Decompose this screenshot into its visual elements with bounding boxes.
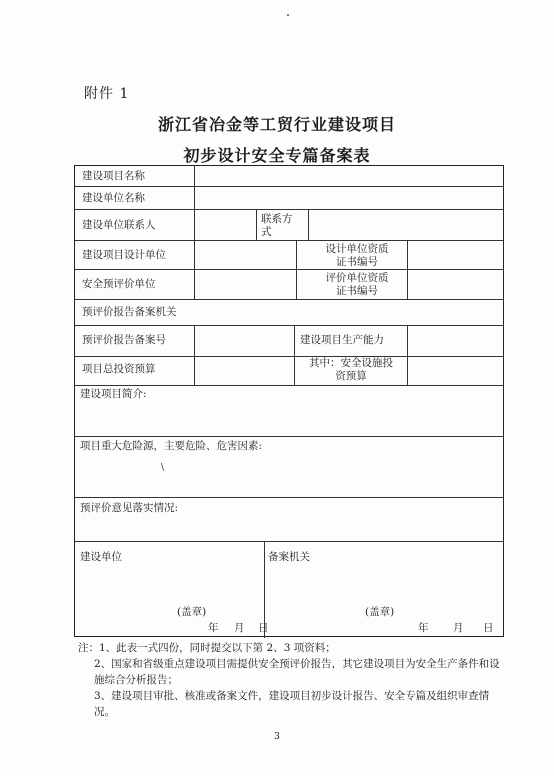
- label-total-budget: 项目总投资预算: [82, 363, 156, 375]
- form-title-line1: 浙江省冶金等工贸行业建设项目: [157, 115, 396, 134]
- label-project-name: 建设项目名称: [82, 170, 145, 182]
- label-contact-method: 联系方式: [261, 213, 293, 238]
- label-hazards: 项目重大危险源，主要危险、危害因素:: [80, 440, 263, 452]
- label-eval-filing-org: 预评价报告备案机关: [82, 306, 177, 318]
- date-month-right: 月: [453, 622, 464, 634]
- label-filing-org-sign: 备案机关: [268, 551, 310, 563]
- label-design-unit: 建设项目设计单位: [82, 249, 166, 261]
- label-pre-eval-unit: 安全预评价单位: [82, 278, 156, 290]
- note-3: 3、建设项目审批、核准或备案文件，建设项目初步设计报告、安全专篇及组织审查情况。: [94, 690, 490, 718]
- note-1: 注：1、此表一式四份，同时提交以下第 2、3 项资料；: [78, 642, 336, 654]
- label-design-cert: 设计单位资质证书编号: [325, 243, 389, 268]
- label-eval-filing-no: 预评价报告备案号: [82, 334, 166, 346]
- label-capacity: 建设项目生产能力: [300, 334, 384, 346]
- note-2: 2、国家和省级重点建设项目需提供安全预评价报告，其它建设项目为安全生产条件和设施综合分析报告；: [94, 658, 500, 686]
- attachment-label: 附件 1: [84, 86, 130, 102]
- form-notes: [78, 640, 508, 720]
- date-year-left: 年: [208, 622, 219, 634]
- label-implementation: 预评价意见落实情况:: [80, 502, 179, 514]
- date-day-right: 日: [483, 622, 494, 634]
- seal-right: (盖章): [365, 606, 395, 618]
- label-project-intro: 建设项目简介:: [80, 388, 147, 400]
- label-construction-unit-sign: 建设单位: [80, 551, 122, 563]
- scan-mark: \: [161, 463, 165, 473]
- label-unit-contact: 建设单位联系人: [82, 219, 156, 231]
- label-safety-budget: 其中：安全设施投资预算: [309, 357, 393, 382]
- label-eval-cert: 评价单位资质证书编号: [325, 272, 389, 297]
- date-day-left: 日: [258, 622, 269, 634]
- form-title-line2: 初步设计安全专篇备案表: [183, 146, 371, 165]
- seal-left: (盖章): [177, 606, 207, 618]
- scan-speck: [287, 14, 289, 16]
- page-number: 3: [274, 732, 280, 742]
- date-year-right: 年: [418, 622, 429, 634]
- date-month-left: 月: [234, 622, 245, 634]
- label-construction-unit: 建设单位名称: [82, 192, 145, 204]
- filing-form-table: [74, 165, 504, 637]
